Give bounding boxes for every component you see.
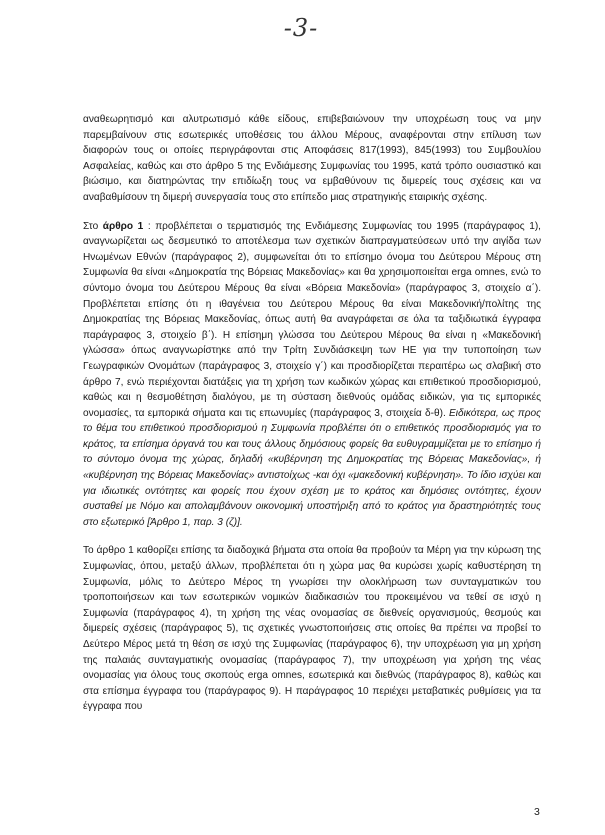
paragraph-1: αναθεωρητισμό και αλυτρωτισμό κάθε είδους, επιβεβαιώνουν την υποχρέωση τους να μην παρεμβαίνουν στις εσωτερικές υποθέσεις του άλλου Μέρους, αναφέρονται στην επίλυση των διαφορών τους οι οποίες περιγράφονται στις Αποφάσεις 817(1993), 845(1993) του Συμβουλίου Ασφαλείας, καθώς και στο άρθρο 5 της Ενδιάμεσης Συμφωνίας του 1995, κατά τρόπο ουσιαστικό και βιώσιμο, και διατηρώντας την επιδίωξη τους να εμβαθύνουν τις διμερείς τους σχέσεις και να αναβαθμίσουν τη διμερή συνεργασία τους στο επίπεδο μιας στρατηγικής εταιρικής σχέσης. — [83, 114, 541, 203]
article-1-label: άρθρο 1 — [102, 220, 144, 232]
page-number: 3 — [534, 806, 540, 818]
paragraph-2-regular-text: : προβλέπεται ο τερματισμός της Ενδιάμεσης Συμφωνίας του 1995 (παράγραφος 1), αναγνωρίζεται ως δεσμευτικό το αποτέλεσμα των σχετικών διαπραγματεύσεων υπό την αιγίδα των Ηνωμένων Εθνών (παράγραφος 2), συμφωνείται ότι το επίσημο όνομα του Δεύτερου Μέρους στη Συμφωνία θα είναι «Δημοκρατία της Βόρειας Μακεδονίας» και θα χρησιμοποιείται erga omnes, ενώ το σύντομο όνομα του Δεύτερου Μέρους θα είναι «Βόρεια Μακεδονία» (παράγραφος 3, στοιχείο α΄). Προβλέπεται επίσης ότι η ιθαγένεια του Δεύτερου Μέρους θα είναι Μακεδονική/πολίτης της Δημοκρατίας της Βόρειας Μακεδονίας, όπως αυτή θα αναγράφεται σε όλα τα ταξιδιωτικά έγγραφα παράγραφος 3, στοιχείο β΄). Η επίσημη γλώσσα του Δεύτερου Μέρους θα είναι η «Μακεδονική γλώσσα» όπως αναγνωρίστηκε από την Τρίτη Συνδιάσκεψη των ΗΕ για την τυποποίηση των Γεωγραφικών Ονομάτων (παράγραφος 3, στοιχείο γ΄) και προσδιορίζεται περαιτέρω ως σλαβική στο άρθρο 7, ενώ περιέχονται διατάξεις για τη χρήση των κωδικών χώρας και επιθετικού προσδιορισμού, καθώς και η θεσμοθέτηση διαλόγου, με τη σύσταση διεθνούς ομάδας ειδικών, για τις εμπορικές ονομασίες, τα εμπορικά σήματα και τις επωνυμίες (παράγραφος 3, στοιχεία δ-θ). — [83, 220, 541, 419]
paragraph-2-prefix: Στο — [83, 220, 103, 232]
paragraph-2 — [83, 219, 541, 531]
document-body — [83, 112, 541, 728]
handwritten-page-number: -3- — [283, 14, 319, 42]
paragraph-2-italic-text: Ειδικότερα, ως προς το θέμα του επιθετικού προσδιορισμού η Συμφωνία προβλέπει ότι ο επιθετικός προσδιορισμός για το κράτος, τα επίσημα όργανά του και τους άλλους δημόσιους φορείς θα ευθυγραμμίζεται με το επίσημο ή το σύντομο όνομα της χώρας, δηλαδή «κυβέρνηση της Δημοκρατίας της Βόρειας Μακεδονίας», ή «κυβέρνηση της Βόρειας Μακεδονίας» αντιστοίχως -και όχι «μακεδονική κυβέρνηση». Το ίδιο ισχύει και για ιδιωτικές οντότητες και φορείς που έχουν σχέση με το κράτος και δημόσιες οντότητες, έχουν συσταθεί με Νόμο και απολαμβάνουν οικονομική υποστήριξη από το κράτος για δραστηριότητές τους στο εξωτερικό [Άρθρο 1, παρ. 3 (ζ)]. — [83, 407, 541, 528]
paragraph-3: Το άρθρο 1 καθορίζει επίσης τα διαδοχικά βήματα στα οποία θα προβούν τα Μέρη για την κύρωση της Συμφωνίας, όπου, μεταξύ άλλων, προβλέπεται ότι η χώρα μας θα κυρώσει χωρίς καθυστέρηση τη Συμφωνία, μόλις το Δεύτερο Μέρος τη γνωρίσει την ολοκλήρωση των συνταγματικών του τροποποιήσεων και των εσωτερικών νομικών διαδικασιών του προκειμένου να τεθεί σε ισχύ η Συμφωνία (παράγραφος 4), τη χρήση της νέας ονομασίας σε διεθνείς οργανισμούς, θεσμούς και διμερείς σχέσεις (παράγραφος 5), τις σχετικές γνωστοποιήσεις στις οποίες θα πρέπει να προβεί το Δεύτερο Μέρος μετά τη θέση σε ισχύ της Συμφωνίας (παράγραφος 6), την υποχρέωση για μη χρήση της παλαιάς συνταγματικής ονομασίας (παράγραφος 7), την υποχρέωση για χρήση της νέας ονομασίας για όλους τους σκοπούς erga omnes, εσωτερικά και διεθνώς (παράγραφος 8), καθώς και στα επίσημα έγγραφα του (παράγραφος 9). Η παράγραφος 10 περιέχει μεταβατικές ρυθμίσεις για τα έγγραφα που — [83, 545, 541, 713]
